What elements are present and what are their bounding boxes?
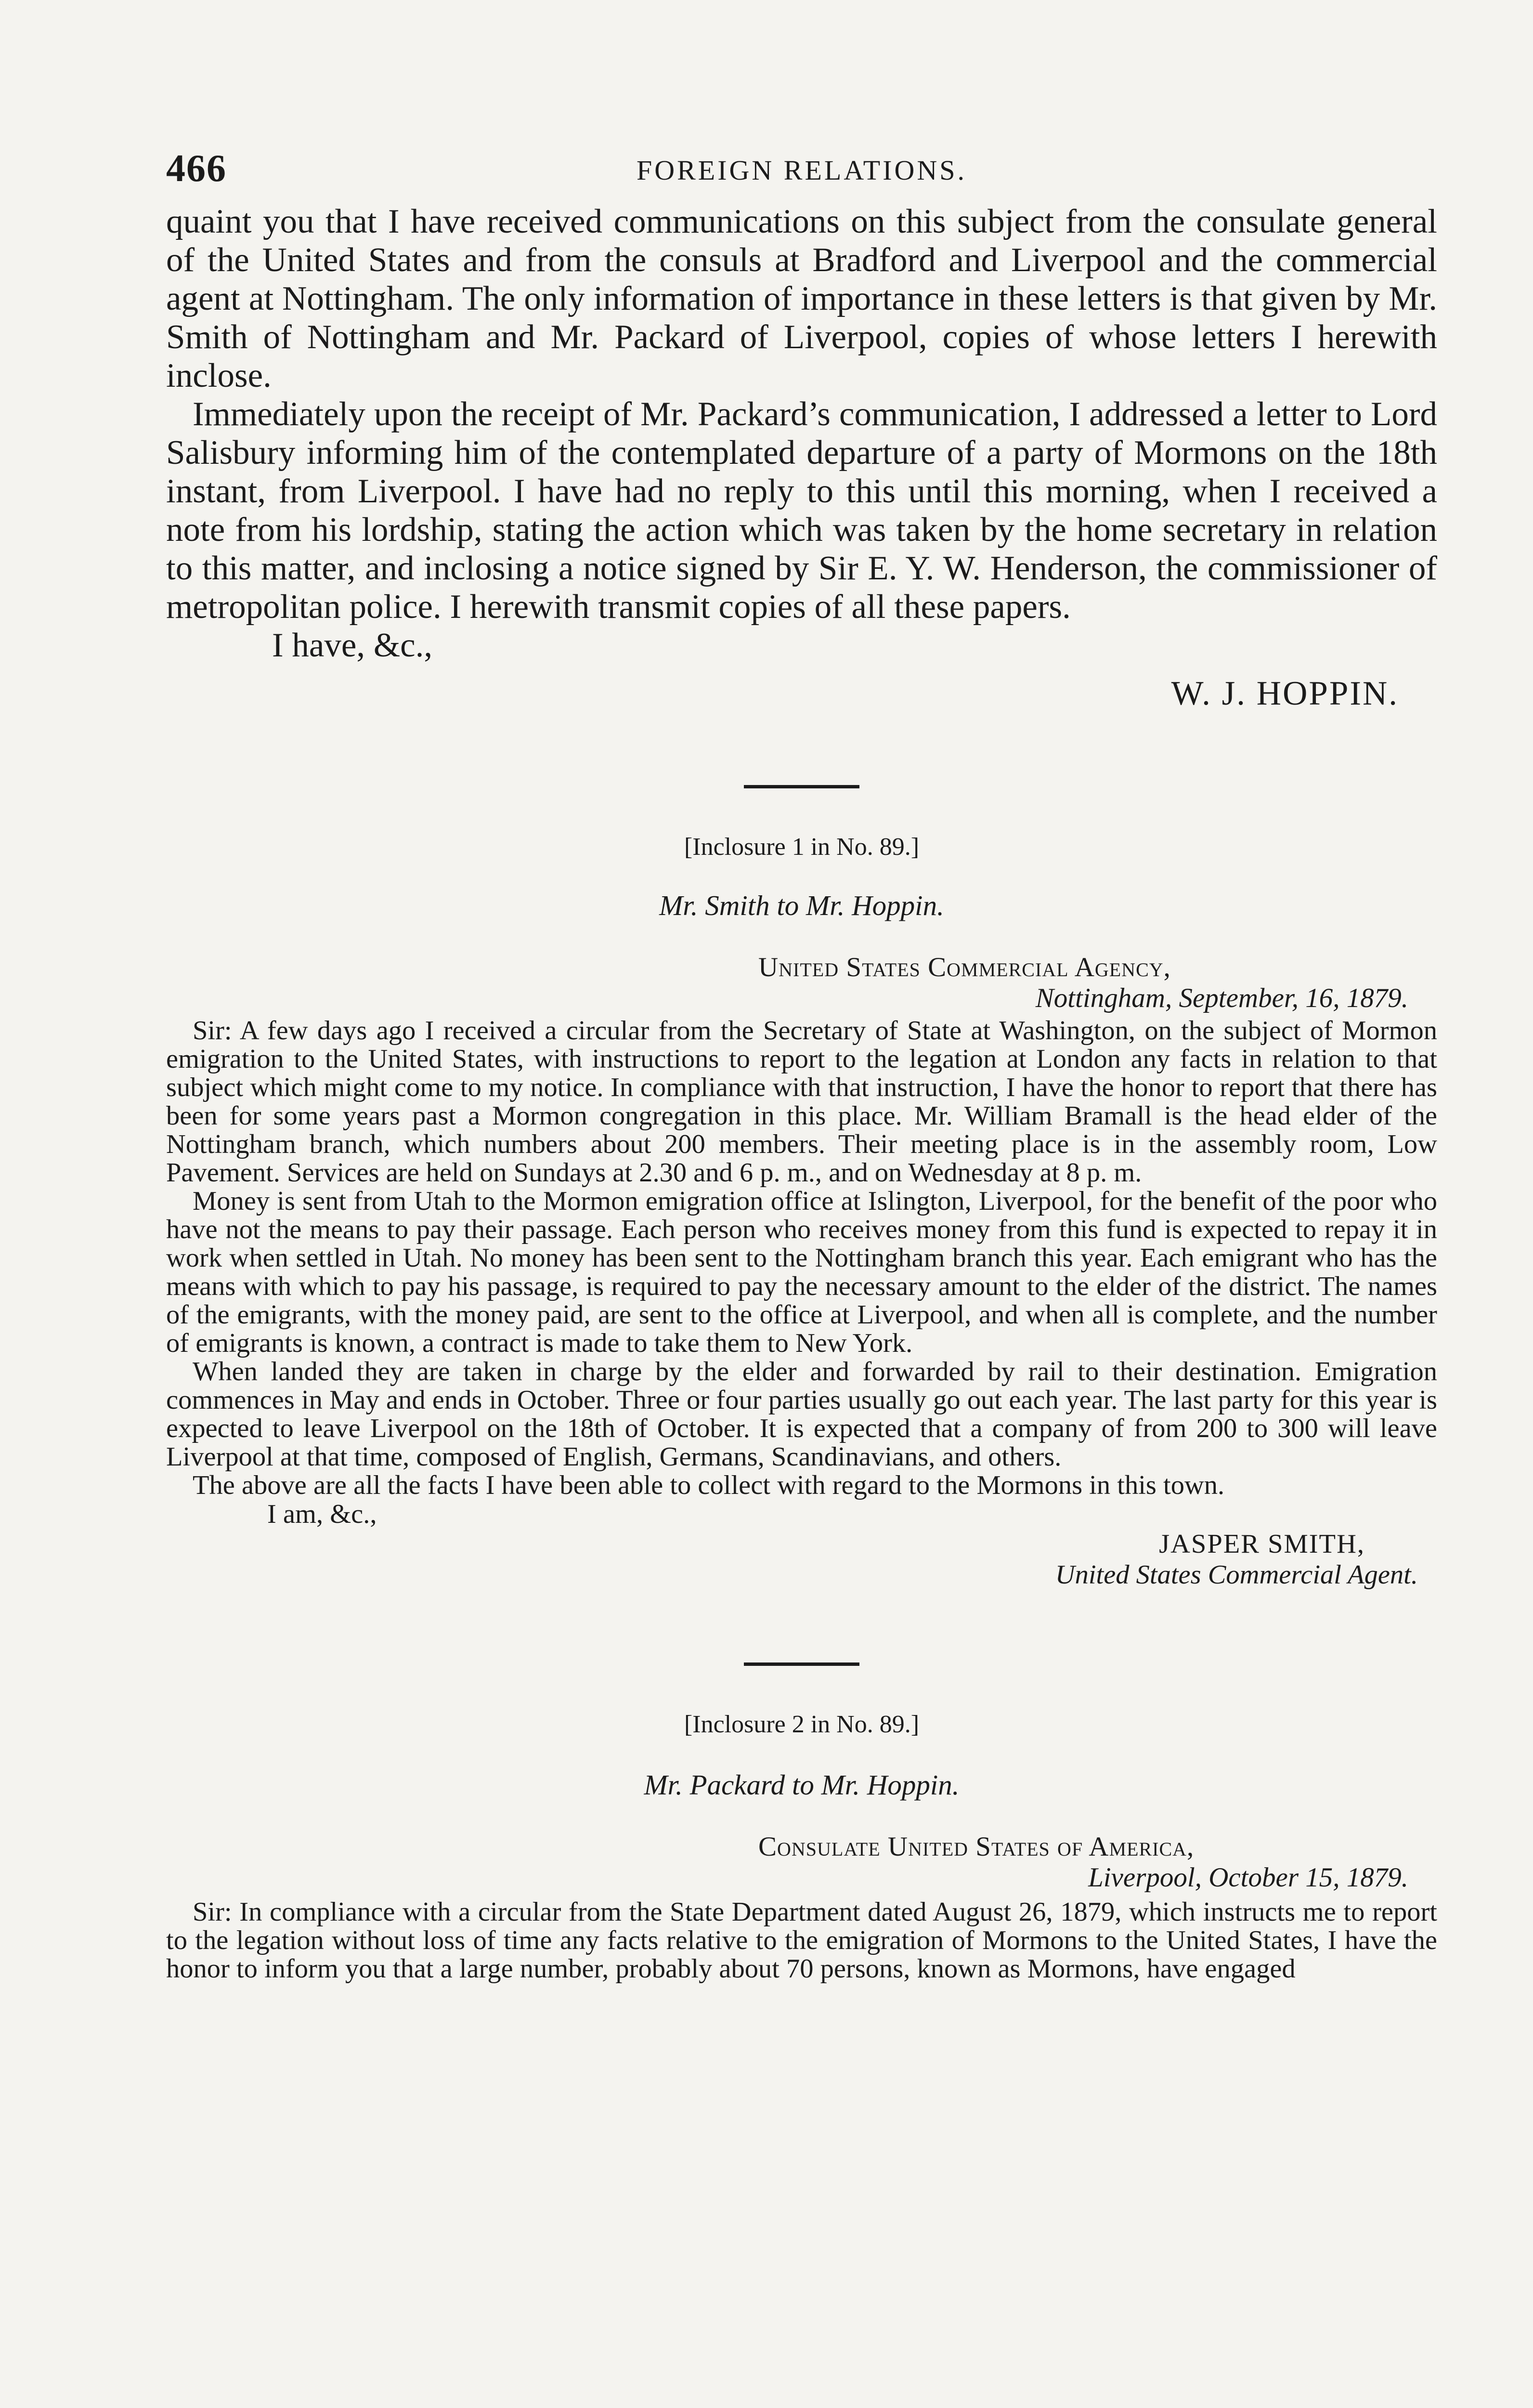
address-line: United States Commercial Agency,: [758, 952, 1171, 982]
paragraph: Sir: In compliance with a circular from the State Department dated August 26, 1879, which instructs me to report to the legation without loss of time any facts relative to the emigration of Mormons to the United States, I have the honor to inform you that a large number, probably about 70 persons, known as Mormons, have engaged: [166, 1897, 1437, 1984]
paragraph: When landed they are taken in charge by the elder and forwarded by rail to their destination. Emigration commences in May and ends in October. Three or four parties usually go out each year. The last party for this year is expected to leave Liverpool on the 18th of October. It is expected that a company of from 200 to 300 will leave Liverpool at that time, composed of English, Germans, Scandinavians, and others.: [166, 1357, 1437, 1472]
page-number: 466: [166, 147, 227, 190]
paragraph: quaint you that I have received communications on this subject from the consulate general of the United States and from the consuls at Bradford and Liverpool and the commercial agent at Nottingham. The only information of importance in these letters is that given by Mr. Smith of Nottingham and Mr. Packard of Liverpool, copies of whose letters I herewith inclose.: [166, 203, 1437, 394]
inclosure-label: [Inclosure 2 in No. 89.]: [684, 1711, 920, 1738]
letter-title: Mr. Packard to Mr. Hoppin.: [644, 1769, 960, 1801]
main-letter: [166, 202, 1437, 713]
paragraph: Money is sent from Utah to the Mormon emigration office at Islington, Liverpool, for the benefit of the poor who have not the means to pay their passage. Each person who receives money from this fund is expected to repay it in work when settled in Utah. No money has been sent to the Nottingham branch this year. Each emigrant who has the means with which to pay his passage, is required to pay the necessary amount to the elder of the district. The names of the emigrants, with the money paid, are sent to the office at Liverpool, and when all is complete, and the number of emigrants is known, a contract is made to take them to New York.: [166, 1186, 1437, 1358]
inclosure-1: [166, 833, 1437, 1590]
document-page: [166, 144, 1437, 1983]
closing: I am, &c.,: [267, 1499, 377, 1529]
address-line: Consulate United States of America,: [758, 1832, 1195, 1862]
running-head: FOREIGN RELATIONS.: [636, 155, 967, 186]
closing: I have, &c.,: [272, 627, 433, 664]
date-line: Liverpool, October 15, 1879.: [1088, 1862, 1408, 1893]
signature: W. J. HOPPIN.: [1171, 675, 1399, 712]
date-line: Nottingham, September, 16, 1879.: [1035, 983, 1408, 1013]
section-divider: [744, 1662, 859, 1666]
inclosure-2: [166, 1710, 1437, 1983]
section-divider: [744, 785, 859, 788]
paragraph: Sir: A few days ago I received a circular from the Secretary of State at Washington, on the subject of Mormon emigration to the United States, with instructions to report to the legation at London any facts in relation to that subject which might come to my notice. In compliance with that instruction, I have the honor to report that there has been for some years past a Mormon congregation in this place. Mr. William Bramall is the head elder of the Nottingham branch, which numbers about 200 members. Their meeting place is in the assembly room, Low Pavement. Services are held on Sundays at 2.30 and 6 p. m., and on Wednesday at 8 p. m.: [166, 1016, 1437, 1188]
letter-title: Mr. Smith to Mr. Hoppin.: [659, 890, 944, 921]
page-header: [166, 144, 1437, 202]
inclosure-label: [Inclosure 1 in No. 89.]: [684, 833, 920, 861]
signature-title: United States Commercial Agent.: [1055, 1560, 1418, 1590]
signature: JASPER SMITH,: [1159, 1529, 1365, 1559]
paragraph: The above are all the facts I have been able to collect with regard to the Mormons in this town.: [193, 1470, 1225, 1500]
paragraph: Immediately upon the receipt of Mr. Packard’s communication, I addressed a letter to Lord Salisbury informing him of the contemplated departure of a party of Mormons on the 18th instant, from Liverpool. I have had no reply to this until this morning, when I received a note from his lordship, stating the action which was taken by the home secretary in relation to this matter, and inclosing a notice signed by Sir E. Y. W. Henderson, the commissioner of metropolitan police. I herewith transmit copies of all these papers.: [166, 395, 1437, 626]
